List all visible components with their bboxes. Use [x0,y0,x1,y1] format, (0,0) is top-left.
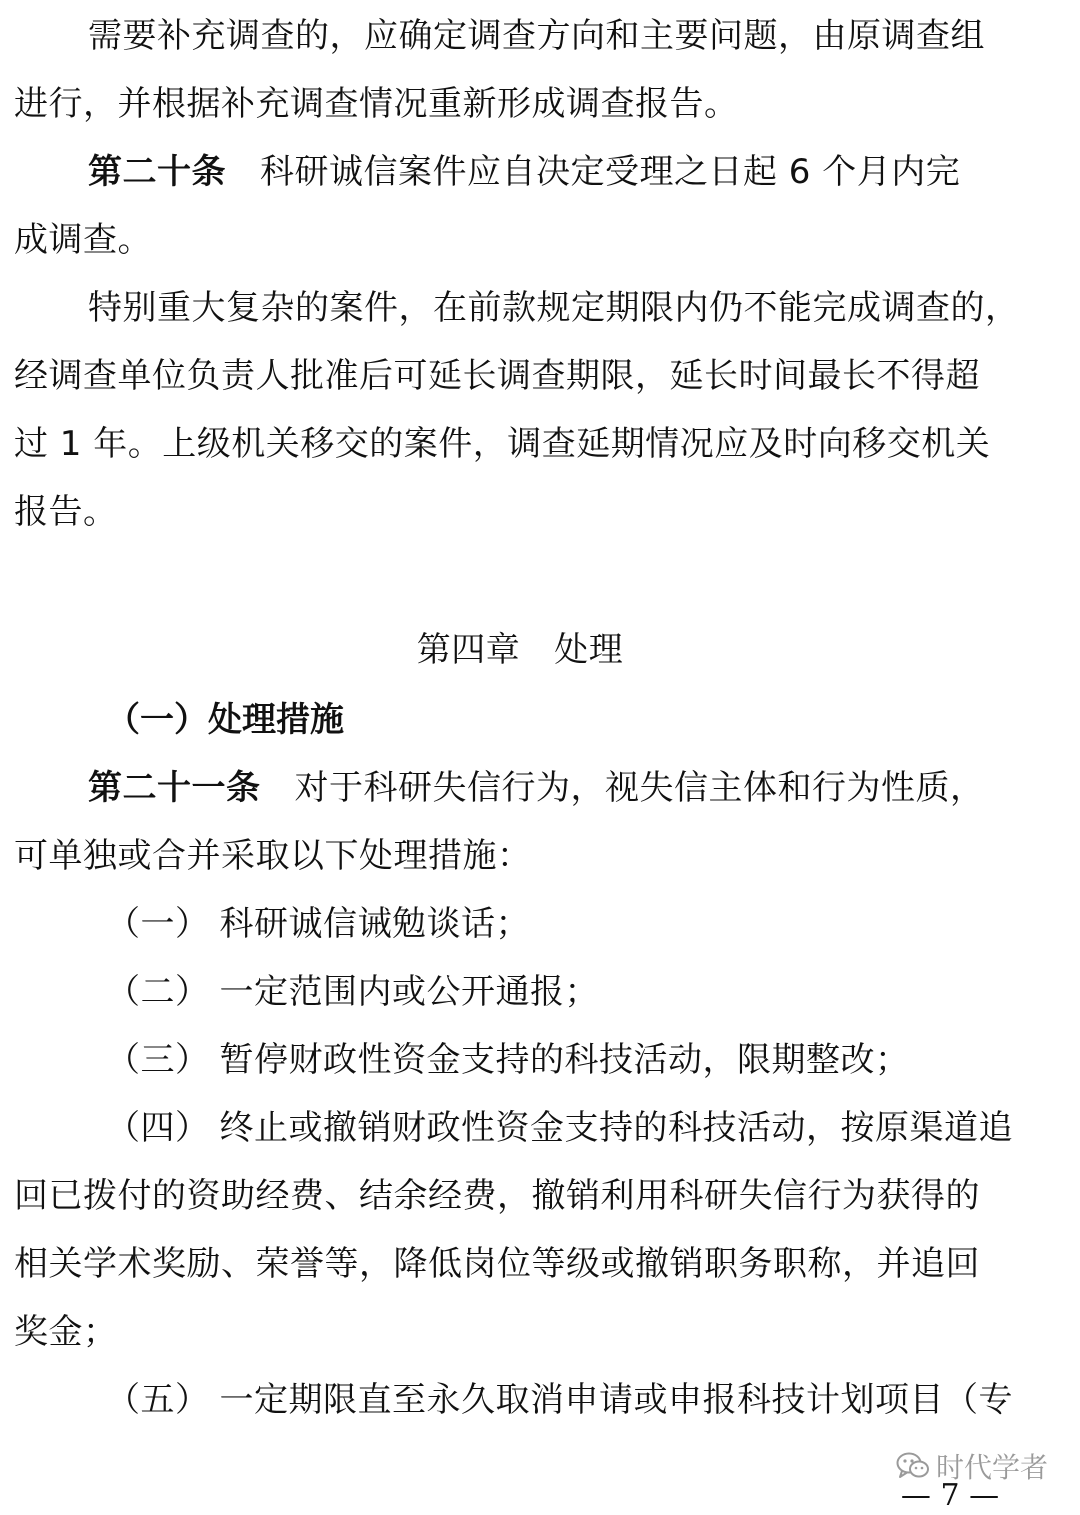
list-item-text: 终止或撤销财政性资金支持的科技活动，按原渠道追 [219,1108,1013,1148]
chapter-title: 处理 [554,630,624,670]
article-20-text: 科研诚信案件应自决定受理之日起 6 个月内完 [260,152,961,192]
list-item-continuation: 回已拨付的资助经费、结余经费，撤销利用科研失信行为获得的 [14,1176,980,1216]
article-21-number: 第二十一条 [88,768,261,808]
list-item [106,1376,1013,1424]
list-item [106,1104,1013,1152]
paragraph-extension-line: 经调查单位负责人批准后可延长调查期限，延长时间最长不得超 [14,356,980,396]
list-item-continuation: 奖金； [14,1312,118,1352]
page-number: — 7 — [900,1478,1000,1513]
list-item-marker: （五） [106,1380,210,1420]
chapter-heading [0,626,1040,674]
chapter-number: 第四章 [416,630,521,670]
list-item-text: 科研诚信诫勉谈话； [219,904,530,944]
watermark-text: 时代学者 [936,1451,1049,1484]
list-item-text: 一定范围内或公开通报； [219,972,599,1012]
article-20-line: 成调查。 [14,220,152,260]
list-item [106,968,599,1016]
article-20 [88,148,1068,196]
article-21-text: 对于科研失信行为，视失信主体和行为性质， [294,768,985,808]
section-heading: （一）处理措施 [106,700,344,740]
list-item-text: 暂停财政性资金支持的科技活动，限期整改； [219,1040,910,1080]
article-21 [88,764,1068,812]
list-item-marker: （二） [106,972,210,1012]
paragraph-supplement-line: 进行，并根据补充调查情况重新形成调查报告。 [14,84,739,124]
list-item-marker: （四） [106,1108,210,1148]
paragraph-supplement-line: 需要补充调查的，应确定调查方向和主要问题，由原调查组 [88,16,985,56]
list-item-marker: （一） [106,904,210,944]
list-item-marker: （三） [106,1040,210,1080]
list-item [106,900,530,948]
paragraph-extension-line: 报告。 [14,492,118,532]
list-item-text: 一定期限直至永久取消申请或申报科技计划项目（专 [219,1380,1013,1420]
article-21-line: 可单独或合并采取以下处理措施： [14,836,532,876]
paragraph-extension-line: 过 1 年。上级机关移交的案件，调查延期情况应及时向移交机关 [14,424,991,464]
list-item [106,1036,910,1084]
article-20-number: 第二十条 [88,152,226,192]
list-item-continuation: 相关学术奖励、荣誉等，降低岗位等级或撤销职务职称，并追回 [14,1244,980,1284]
paragraph-extension-line: 特别重大复杂的案件，在前款规定期限内仍不能完成调查的， [88,288,1020,328]
wechat-icon [896,1451,930,1481]
